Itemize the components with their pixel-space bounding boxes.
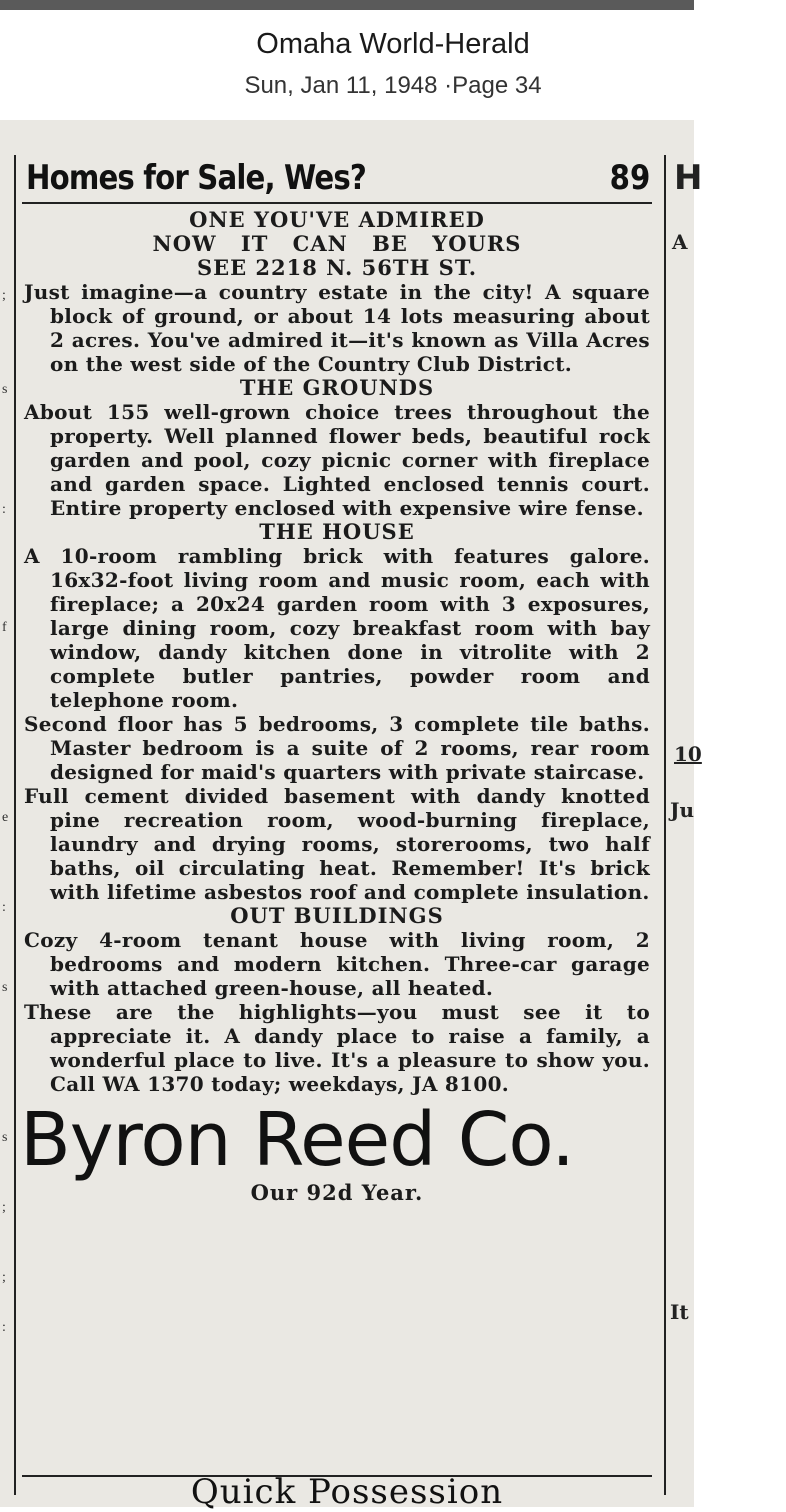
advertiser-tagline: Our 92d Year. bbox=[250, 1180, 424, 1205]
section-title-house: THE HOUSE bbox=[259, 519, 415, 544]
house-paragraph: A 10-room rambling brick with features galore. 16x32-foot living room and music room, each with fireplace; a 20x24 garden room with 3 exposures, large dining room, cozy breakfast room with bay window, dandy kitchen done in vitrolite with 2 complete butler pantries, powder room and telephone room. bbox=[24, 544, 650, 712]
right-fragment: It bbox=[670, 1300, 689, 1324]
section-title: Homes for Sale, Wes? bbox=[26, 158, 366, 198]
ad-intro-paragraph: Just imagine—a country estate in the city! A square block of ground, or about 14 lots measuring about 2 acres. You've admired it—it's known as Villa Acres on the west side of the Country Club District. bbox=[24, 280, 650, 376]
out-buildings-paragraph: Cozy 4-room tenant house with living room, 2 bedrooms and modern kitchen. Three-car garage with attached green-house, all heated. bbox=[24, 928, 650, 1000]
section-title-out-buildings: OUT BUILDINGS bbox=[230, 903, 444, 928]
advertiser-name: Byron Reed Co. bbox=[20, 1097, 574, 1183]
second-floor-paragraph: Second floor has 5 bedrooms, 3 complete tile baths. Master bedroom is a suite of 2 rooms, rear room designed for maid's quarters with private staircase. bbox=[24, 712, 650, 784]
right-fragment: A bbox=[672, 230, 688, 254]
next-ad-heading: Quick Possession bbox=[190, 1472, 504, 1512]
closing-paragraph: These are the highlights—you must see it to appreciate it. A dandy place to raise a family, a wonderful place to live. It's a pleasure to show you. Call WA 1370 today; weekdays, JA 8100. bbox=[24, 1000, 650, 1096]
publication-title: Omaha World-Herald bbox=[256, 28, 530, 60]
classified-section-heading bbox=[26, 158, 652, 204]
top-status-bar bbox=[0, 0, 694, 10]
ad-headline-line: ONE YOU'VE ADMIRED bbox=[189, 207, 485, 232]
publication-date: Sun, Jan 11, 1948 ·Page 34 bbox=[244, 72, 542, 99]
section-number: 89 bbox=[609, 158, 650, 198]
right-fragment: Ju bbox=[670, 798, 695, 822]
newspaper-clipping: ; s : f e : s s ; ; : H A 10 Ju It Homes for Sale, Wes? 89 ONE YOU'VE ADMIRED NOW IT CAN BE YOURS SEE 2218 N. 56TH ST. Just imagine—a country estate in the city! A square block of ground, or about 14 lots measuring about 2 acres. You've admired it—it's known as Villa Acres on the west side of the Country Club District. THE GROUNDS About 155 well-grown choice trees throughout the property. Well planned flower beds, beautiful rock garden and pool, cozy picnic corner with fireplace and garden space. Lighted enclosed tennis court. Entire property enclosed with expensive wire fense. THE HOUSE A 10-room rambling brick with features galore. 16x32-foot living room and music room, each with fireplace; a 20x24 garden room with 3 exposures, large dining room, cozy breakfast room with bay window, dandy kitchen done in vitrolite with 2 complete butler pantries, powder room and telephone room. Second floor has 5 bedrooms, 3 complete tile baths. Master bedroom is a suite of 2 rooms, rear room designed for maid's quarters with private staircase. Full cement divided basement with dandy knotted pine recreation room, wood-burning fireplace, laundry and drying rooms, storerooms, two half baths, oil circulating heat. Remember! It's brick with lifetime asbestos roof and complete insulation. OUT BUILDINGS Cozy 4-room tenant house with living room, 2 bedrooms and modern kitchen. Three-car garage with attached green-house, all heated. These are the highlights—you must see it to appreciate it. A dandy place to raise a family, a wonderful place to live. It's a pleasure to show you. Call WA 1370 today; weekdays, JA 8100. Byron Reed Co. Our 92d Year. Quick Possession bbox=[0, 120, 694, 1507]
right-fragment: 10 bbox=[674, 742, 702, 766]
left-column-rule bbox=[14, 155, 16, 1495]
right-column-rule bbox=[664, 155, 666, 1495]
ad-headline-line: NOW IT CAN BE YOURS bbox=[152, 231, 522, 256]
real-estate-advertisement bbox=[20, 207, 650, 1206]
basement-paragraph: Full cement divided basement with dandy knotted pine recreation room, wood-burning fireplace, laundry and drying rooms, storerooms, two half baths, oil circulating heat. Remember! It's brick with lifetime asbestos roof and complete insulation. bbox=[24, 784, 650, 904]
right-fragment: H bbox=[674, 158, 703, 198]
section-title-grounds: THE GROUNDS bbox=[239, 375, 435, 400]
grounds-paragraph: About 155 well-grown choice trees throughout the property. Well planned flower beds, beautiful rock garden and pool, cozy picnic corner with fireplace and garden space. Lighted enclosed tennis court. Entire property enclosed with expensive wire fense. bbox=[24, 400, 650, 520]
clipping-header bbox=[0, 10, 694, 120]
ad-address-line: SEE 2218 N. 56TH ST. bbox=[196, 255, 478, 280]
